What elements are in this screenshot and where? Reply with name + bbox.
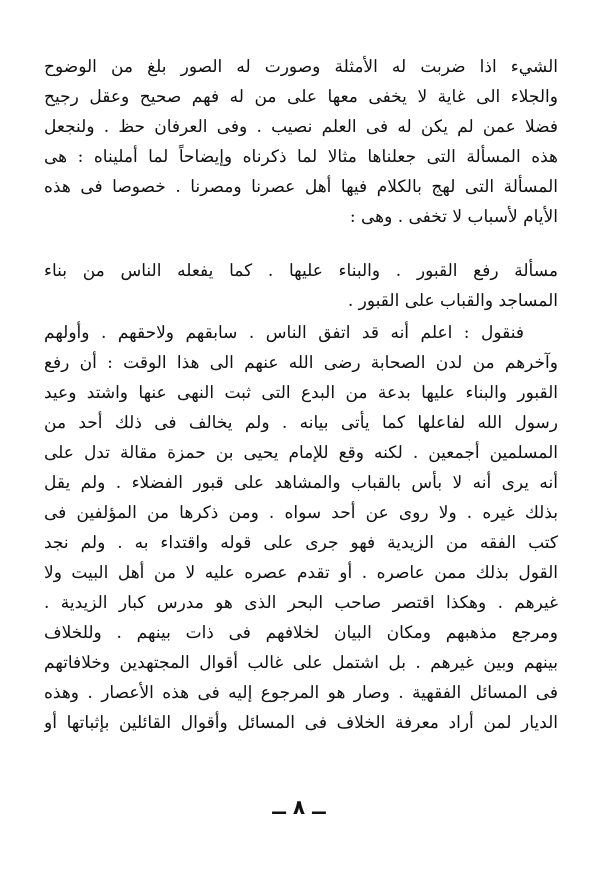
text-line: هذه المسألة التى جعلناها مثالا لما ذكرناه وإيضاحاً لما أمليناه : هى xyxy=(44,147,558,167)
text-line: والجلاء الى غاية لا يخفى معها على من له فهم صحيح وعقل رجيح xyxy=(44,87,558,107)
text-line: المسلمين أجمعين . لكنه وقع للإمام يحيى بن حمزة مقالة تدل على xyxy=(44,443,558,463)
text-line: بذلك غيره . ولا روى عن أحد سواه . ومن ذكرها من المؤلفين فى xyxy=(44,503,558,523)
text-line: فنقول : اعلم أنه قد اتفق الناس . سابقهم ولاحقهم . وأولهم xyxy=(44,323,524,343)
text-line: غيرهم . وهكذا اقتصر صاحب البحر الذى هو مدرس كبار الزيدية . xyxy=(44,593,558,613)
text-line: المسألة التى لهج بالكلام فيها أهل عصرنا ومصرنا . خصوصا فى هذه xyxy=(44,177,558,197)
text-line: الديار لمن أراد معرفة الخلاف فى المسائل وأقوال القائلين بإثباتها أو xyxy=(44,713,558,733)
text-line: القبور والبناء عليها بدعة من البدع التى ثبت النهى عنها واشتد وعيد xyxy=(44,383,558,403)
text-line: رسول الله لفاعلها كما يأتى بيانه . ولم يخالف فى ذلك أحد من xyxy=(44,413,558,433)
text-line: الأيام لأسباب لا تخفى . وهى : xyxy=(349,207,558,227)
text-line: أنه يرى أنه لا بأس بالقباب والمشاهد على قبور الفضلاء . ولم يقل xyxy=(44,473,558,493)
text-line: القول بذلك ممن عاصره . أو تقدم عصره عليه لا من أهل البيت ولا xyxy=(44,563,558,583)
paragraph-2 xyxy=(44,256,558,316)
text-line: مسألة رفع القبور . والبناء عليها . كما يفعله الناس من بناء xyxy=(44,261,558,281)
text-line: المساجد والقباب على القبور . xyxy=(347,291,558,311)
text-line: وآخرهم من لدن الصحابة رضى الله عنهم الى هذا الوقت : أن رفع xyxy=(44,353,558,373)
text-line: فضلا عمن لم يكن له فى العلم نصيب . وفى العرفان حظ . ولنجعل xyxy=(44,117,558,137)
text-line: الشيء اذا ضربت له الأمثلة وصورت له الصور بلغ من الوضوح xyxy=(44,57,558,77)
text-line: كتب الفقه من الزيدية فهو جرى على قوله واقتداء به . ولم نجد xyxy=(44,533,558,553)
paragraph-3 xyxy=(44,318,558,738)
text-line: فى المسائل الفقهية . وصار هو المرجوع إليه فى هذه الأعصار . وهذه xyxy=(44,683,558,703)
text-line: ومرجع مذهبهم ومكان البيان لخلافهم فى ذات بينهم . وللخلاف xyxy=(44,623,558,643)
page-number: ــ ٨ ــ xyxy=(272,795,326,819)
paragraph-1 xyxy=(44,52,558,232)
text-line: بينهم وبين غيرهم . بل اشتمل على غالب أقوال المجتهدين وخلافاتهم xyxy=(44,653,558,673)
